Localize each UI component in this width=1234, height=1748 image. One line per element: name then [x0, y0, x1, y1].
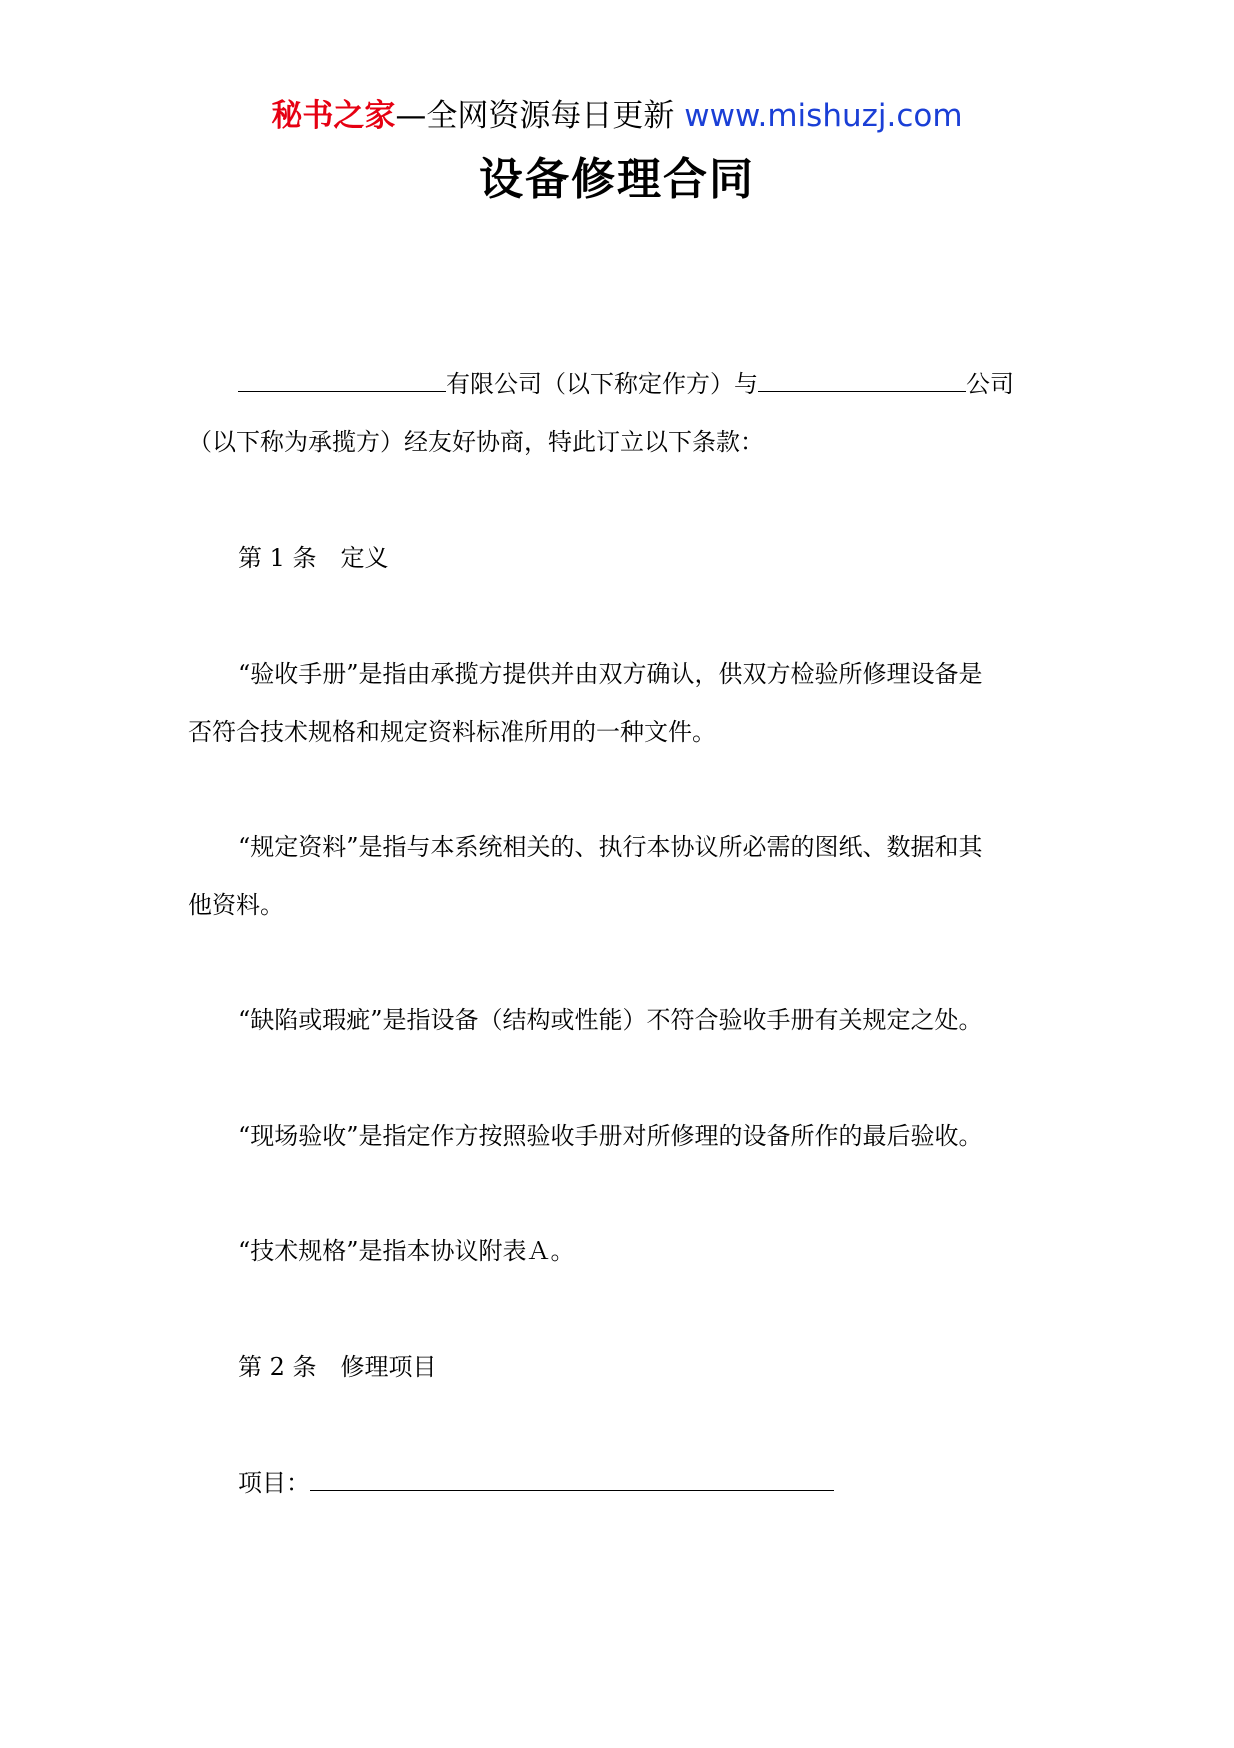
- definition-specified-data-cont: 他资料。: [188, 891, 284, 919]
- company-b-suffix: 公司: [966, 370, 1014, 398]
- preamble-line-2: （以下称为承揽方）经友好协商，特此订立以下条款：: [188, 428, 764, 456]
- definition-site-acceptance: “现场验收”是指定作方按照验收手册对所修理的设备所作的最后验收。: [238, 1122, 983, 1150]
- definition-acceptance-manual: “验收手册”是指由承揽方提供并由双方确认，供双方检验所修理设备是: [238, 660, 983, 688]
- article-2-heading: [238, 1350, 437, 1384]
- definition-acceptance-manual-cont: 否符合技术规格和规定资料标准所用的一种文件。: [188, 718, 716, 746]
- site-banner: [0, 96, 1234, 136]
- article-1-heading: [238, 541, 389, 575]
- banner-url-link[interactable]: www.mishuzj.com: [684, 98, 963, 134]
- article-1-number: 第 1 条: [238, 544, 317, 572]
- company-b-blank[interactable]: [758, 367, 966, 392]
- article-1-title: 定义: [340, 544, 389, 572]
- banner-brand: 秘书之家: [271, 98, 396, 134]
- definition-technical-spec: “技术规格”是指本协议附表Ａ。: [238, 1237, 575, 1265]
- article-2-number: 第 2 条: [238, 1353, 317, 1381]
- repair-item-label: 项目：: [238, 1469, 310, 1497]
- preamble-line-1: [238, 367, 1014, 401]
- repair-item-blank[interactable]: [310, 1466, 834, 1491]
- company-a-suffix: 有限公司（以下称定作方）与: [446, 370, 758, 398]
- definition-defect: “缺陷或瑕疵”是指设备（结构或性能）不符合验收手册有关规定之处。: [238, 1006, 983, 1034]
- company-a-blank[interactable]: [238, 367, 446, 392]
- article-2-title: 修理项目: [340, 1353, 437, 1381]
- banner-slogan: —全网资源每日更新: [395, 98, 685, 134]
- document-title: 设备修理合同: [479, 154, 755, 205]
- definition-specified-data: “规定资料”是指与本系统相关的、执行本协议所必需的图纸、数据和其: [238, 833, 983, 861]
- repair-item-row: [238, 1466, 834, 1500]
